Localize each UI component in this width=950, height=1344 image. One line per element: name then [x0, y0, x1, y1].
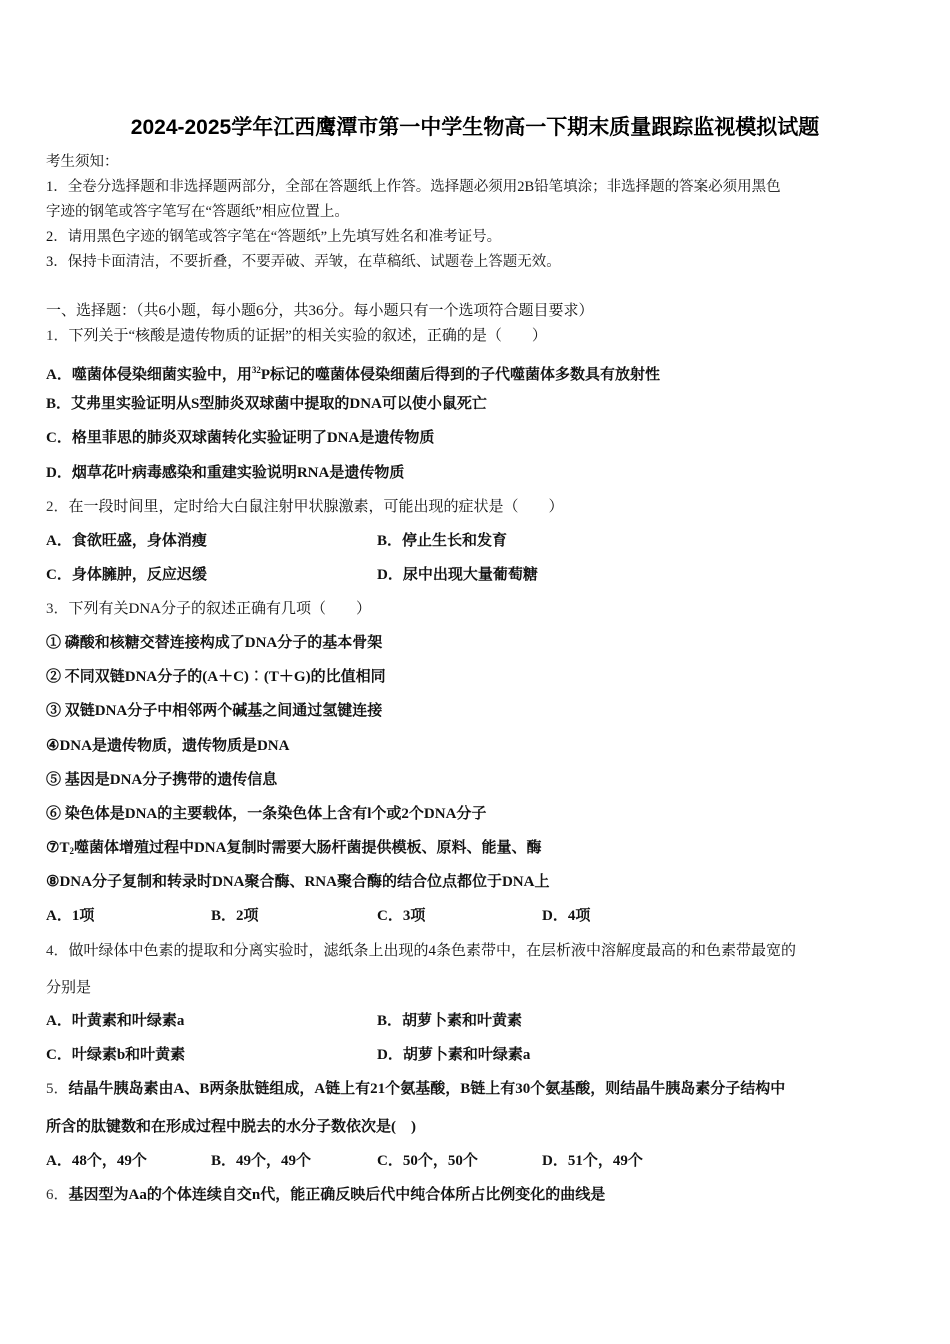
q3-statement-2: ② 不同双链DNA分子的(A＋C)︰(T＋G)的比值相同 [46, 669, 386, 685]
question-3: 3．下列有关DNA分子的叙述正确有几项（ ） [46, 601, 372, 617]
q1-option-d[interactable]: D．烟草花叶病毒感染和重建实验说明RNA是遗传物质 [46, 465, 405, 481]
question-4-cont: 分别是 [46, 980, 92, 996]
q2-option-c[interactable]: C．身体臃肿，反应迟缓 [46, 567, 207, 583]
q5-option-b[interactable]: B．49个，49个 [211, 1153, 312, 1169]
q5-option-c[interactable]: C．50个，50个 [377, 1153, 478, 1169]
question-number: 1． [46, 328, 69, 344]
section-heading: 一、选择题：（共6小题，每小题6分，共36分。每小题只有一个选项符合题目要求） [46, 303, 594, 319]
notice-item-2: 2．请用黑色字迹的钢笔或答字笔在“答题纸”上先填写姓名和准考证号。 [46, 229, 502, 245]
q3-statement-7: $⑦T_2$噬菌体增殖过程中DNA复制时需要大肠杆菌提供模板、原料、能量、酶 [46, 840, 542, 856]
q3-option-b[interactable]: B．2项 [211, 908, 259, 924]
notice-item-1: 1．全卷分选择题和非选择题两部分，全部在答题纸上作答。选择题必须用2B铅笔填涂；非选择题的答案必须用黑色 [46, 179, 781, 195]
question-1 [46, 326, 547, 346]
notice-item-1-cont: 字迹的钢笔或答字笔写在“答题纸”相应位置上。 [46, 204, 349, 220]
question-4: 4．做叶绿体中色素的提取和分离实验时，滤纸条上出现的4条色素带中，在层析液中溶解度最高的和色素带最宽的 [46, 943, 797, 959]
page-title: 2024-2025学年江西鹰潭市第一中学生物高一下期末质量跟踪监视模拟试题 [130, 116, 820, 139]
q4-option-a[interactable]: A．叶黄素和叶绿素a [46, 1013, 185, 1029]
question-6: 6．基因型为Aa的个体连续自交n代，能正确反映后代中纯合体所占比例变化的曲线是 [46, 1187, 606, 1203]
question-stem: 在一段时间里，定时给大白鼠注射甲状腺激素，可能出现的症状是（ ） [68, 499, 564, 515]
q1-option-a[interactable]: A．噬菌体侵染细菌实验中，用$^{32}$P标记的噬菌体侵染细菌后得到的子代噬菌体多数具有放射性 [46, 365, 661, 383]
q3-statement-4: ④DNA是遗传物质，遗传物质是DNA [46, 738, 290, 754]
notice-item-3: 3．保持卡面清洁，不要折叠，不要弄破、弄皱，在草稿纸、试题卷上答题无效。 [46, 254, 561, 270]
q3-statement-8: ⑧DNA分子复制和转录时DNA聚合酶、RNA聚合酶的结合位点都位于DNA上 [46, 874, 550, 890]
option-label: A． [46, 367, 72, 383]
question-stem: 下列关于“核酸是遗传物质的证据”的相关实验的叙述，正确的是（ ） [68, 328, 547, 344]
q4-option-b[interactable]: B．胡萝卜素和叶黄素 [377, 1013, 523, 1029]
q2-option-b[interactable]: B．停止生长和发育 [377, 533, 508, 549]
question-stem: 下列有关DNA分子的叙述正确有几项（ ） [68, 601, 372, 617]
question-5: 5．结晶牛胰岛素由A、B两条肽链组成，A链上有21个氨基酸，B链上有30个氨基酸，则结晶牛胰岛素分子结构中 [46, 1081, 786, 1097]
q3-option-d[interactable]: D．4项 [542, 908, 591, 924]
q3-statement-3: ③ 双链DNA分子中相邻两个碱基之间通过氢键连接 [46, 703, 383, 719]
notice-heading: 考生须知： [46, 154, 119, 170]
q3-statement-6: ⑥ 染色体是DNA的主要载体，一条染色体上含有l个或2个DNA分子 [46, 806, 487, 822]
question-stem: 结晶牛胰岛素由A、B两条肽链组成，A链上有21个氨基酸，B链上有30个氨基酸，则结晶牛胰岛素分子结构中 [68, 1081, 786, 1097]
q4-option-c[interactable]: C．叶绿素b和叶黄素 [46, 1047, 186, 1063]
question-stem: 基因型为Aa的个体连续自交n代，能正确反映后代中纯合体所占比例变化的曲线是 [68, 1187, 606, 1203]
q1-option-b[interactable]: B．艾弗里实验证明从S型肺炎双球菌中提取的DNA可以使小鼠死亡 [46, 396, 487, 412]
q2-option-a[interactable]: A．食欲旺盛，身体消瘦 [46, 533, 207, 549]
question-2: 2．在一段时间里，定时给大白鼠注射甲状腺激素，可能出现的症状是（ ） [46, 499, 564, 515]
q3-statement-1: ① 磷酸和核糖交替连接构成了DNA分子的基本骨架 [46, 635, 383, 651]
q3-statement-5: ⑤ 基因是DNA分子携带的遗传信息 [46, 772, 278, 788]
question-5-cont: 所含的肽键数和在形成过程中脱去的水分子数依次是( ) [46, 1119, 416, 1135]
q2-option-d[interactable]: D．尿中出现大量葡萄糖 [377, 567, 538, 583]
q5-option-d[interactable]: D．51个，49个 [542, 1153, 643, 1169]
question-stem: 做叶绿体中色素的提取和分离实验时，滤纸条上出现的4条色素带中，在层析液中溶解度最高的和色素带最宽的 [68, 943, 797, 959]
q1-option-c[interactable]: C．格里菲思的肺炎双球菌转化实验证明了DNA是遗传物质 [46, 430, 435, 446]
q5-option-a[interactable]: A．48个，49个 [46, 1153, 147, 1169]
q4-option-d[interactable]: D．胡萝卜素和叶绿素a [377, 1047, 531, 1063]
q3-option-c[interactable]: C．3项 [377, 908, 426, 924]
q3-option-a[interactable]: A．1项 [46, 908, 95, 924]
